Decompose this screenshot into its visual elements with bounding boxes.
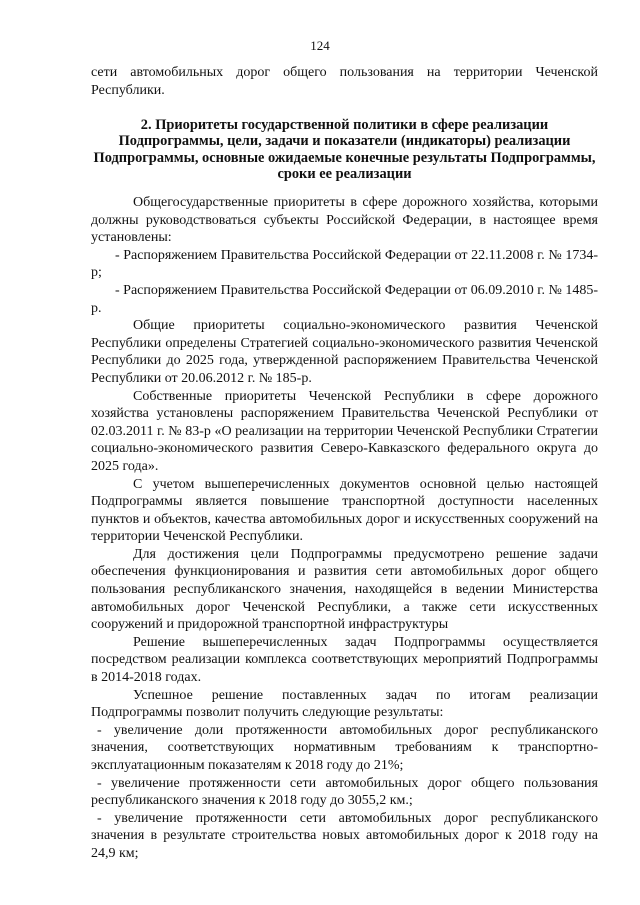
body-paragraph: Общие приоритеты социально-экономического развития Чеченской Республики определены Стратегией социально-экономического развития Чеченской Республики до 2025 года, утвержденной распоряжением Правительства Чеченской Республики от 20.06.2012 г. № 185-р.	[91, 318, 598, 386]
list-item: - Распоряжением Правительства Российской Федерации от 06.09.2010 г. № 1485-р.	[91, 282, 598, 316]
paragraph-list	[91, 194, 598, 863]
body-paragraph: Общегосударственные приоритеты в сфере дорожного хозяйства, которыми должны руководствоваться субъекты Российской Федерации, в настоящее время установлены:	[91, 195, 598, 246]
list-item: - увеличение протяженности сети автомобильных дорог республиканского значения в результате строительства новых автомобильных дорог к 2018 году на 24,9 км;	[91, 810, 598, 861]
body-paragraph: С учетом вышеперечисленных документов основной целью настоящей Подпрограммы является повышение транспортной доступности населенных пунктов и объектов, качества автомобильных дорог и искусственных сооружений на территории Чеченской Республики.	[91, 476, 598, 545]
body-paragraph: Для достижения цели Подпрограммы предусмотрено решение задачи обеспечения функционирования и развития сети автомобильных дорог общего пользования республиканского значения, находящейся в ведении Министерства автомобильных дорог Чеченской Республики, а также сети искусственных сооружений и придорожной транспортной инфраструктуры	[91, 546, 598, 633]
list-item: - увеличение протяженности сети автомобильных дорог общего пользования республиканского значения к 2018 году до 3055,2 км.;	[91, 775, 598, 809]
body-paragraph: Собственные приоритеты Чеченской Республики в сфере дорожного хозяйства установлены распоряжением Правительства Чеченской Республики от 02.03.2011 г. № 83-р «О реализации на территории Чеченской Республики Стратегии социально-экономического развития Северо-Кавказского федерального округа до 2025 года».	[91, 388, 598, 474]
page-number: 124	[310, 38, 330, 53]
body-paragraph: Решение вышеперечисленных задач Подпрограммы осуществляется посредством реализации комплекса соответствующих мероприятий Подпрограммы в 2014-2018 годах.	[91, 634, 598, 686]
page-content	[91, 64, 598, 863]
section-heading: 2. Приоритеты государственной политики в сфере реализации Подпрограммы, цели, задачи и показатели (индикаторы) реализации Подпрограммы, основные ожидаемые конечные результаты Подпрограммы, сроки ее реализации	[93, 117, 596, 182]
list-item: - увеличение доли протяженности автомобильных дорог республиканского значения, соответствующих нормативным требованиям к транспортно-эксплуатационным показателям к 2018 году до 21%;	[91, 722, 598, 773]
intro-paragraph: сети автомобильных дорог общего пользования на территории Чеченской Республики.	[91, 65, 598, 98]
list-item: - Распоряжением Правительства Российской Федерации от 22.11.2008 г. № 1734-р;	[91, 247, 598, 281]
body-paragraph: Успешное решение поставленных задач по итогам реализации Подпрограммы позволит получить следующие результаты:	[91, 687, 598, 721]
